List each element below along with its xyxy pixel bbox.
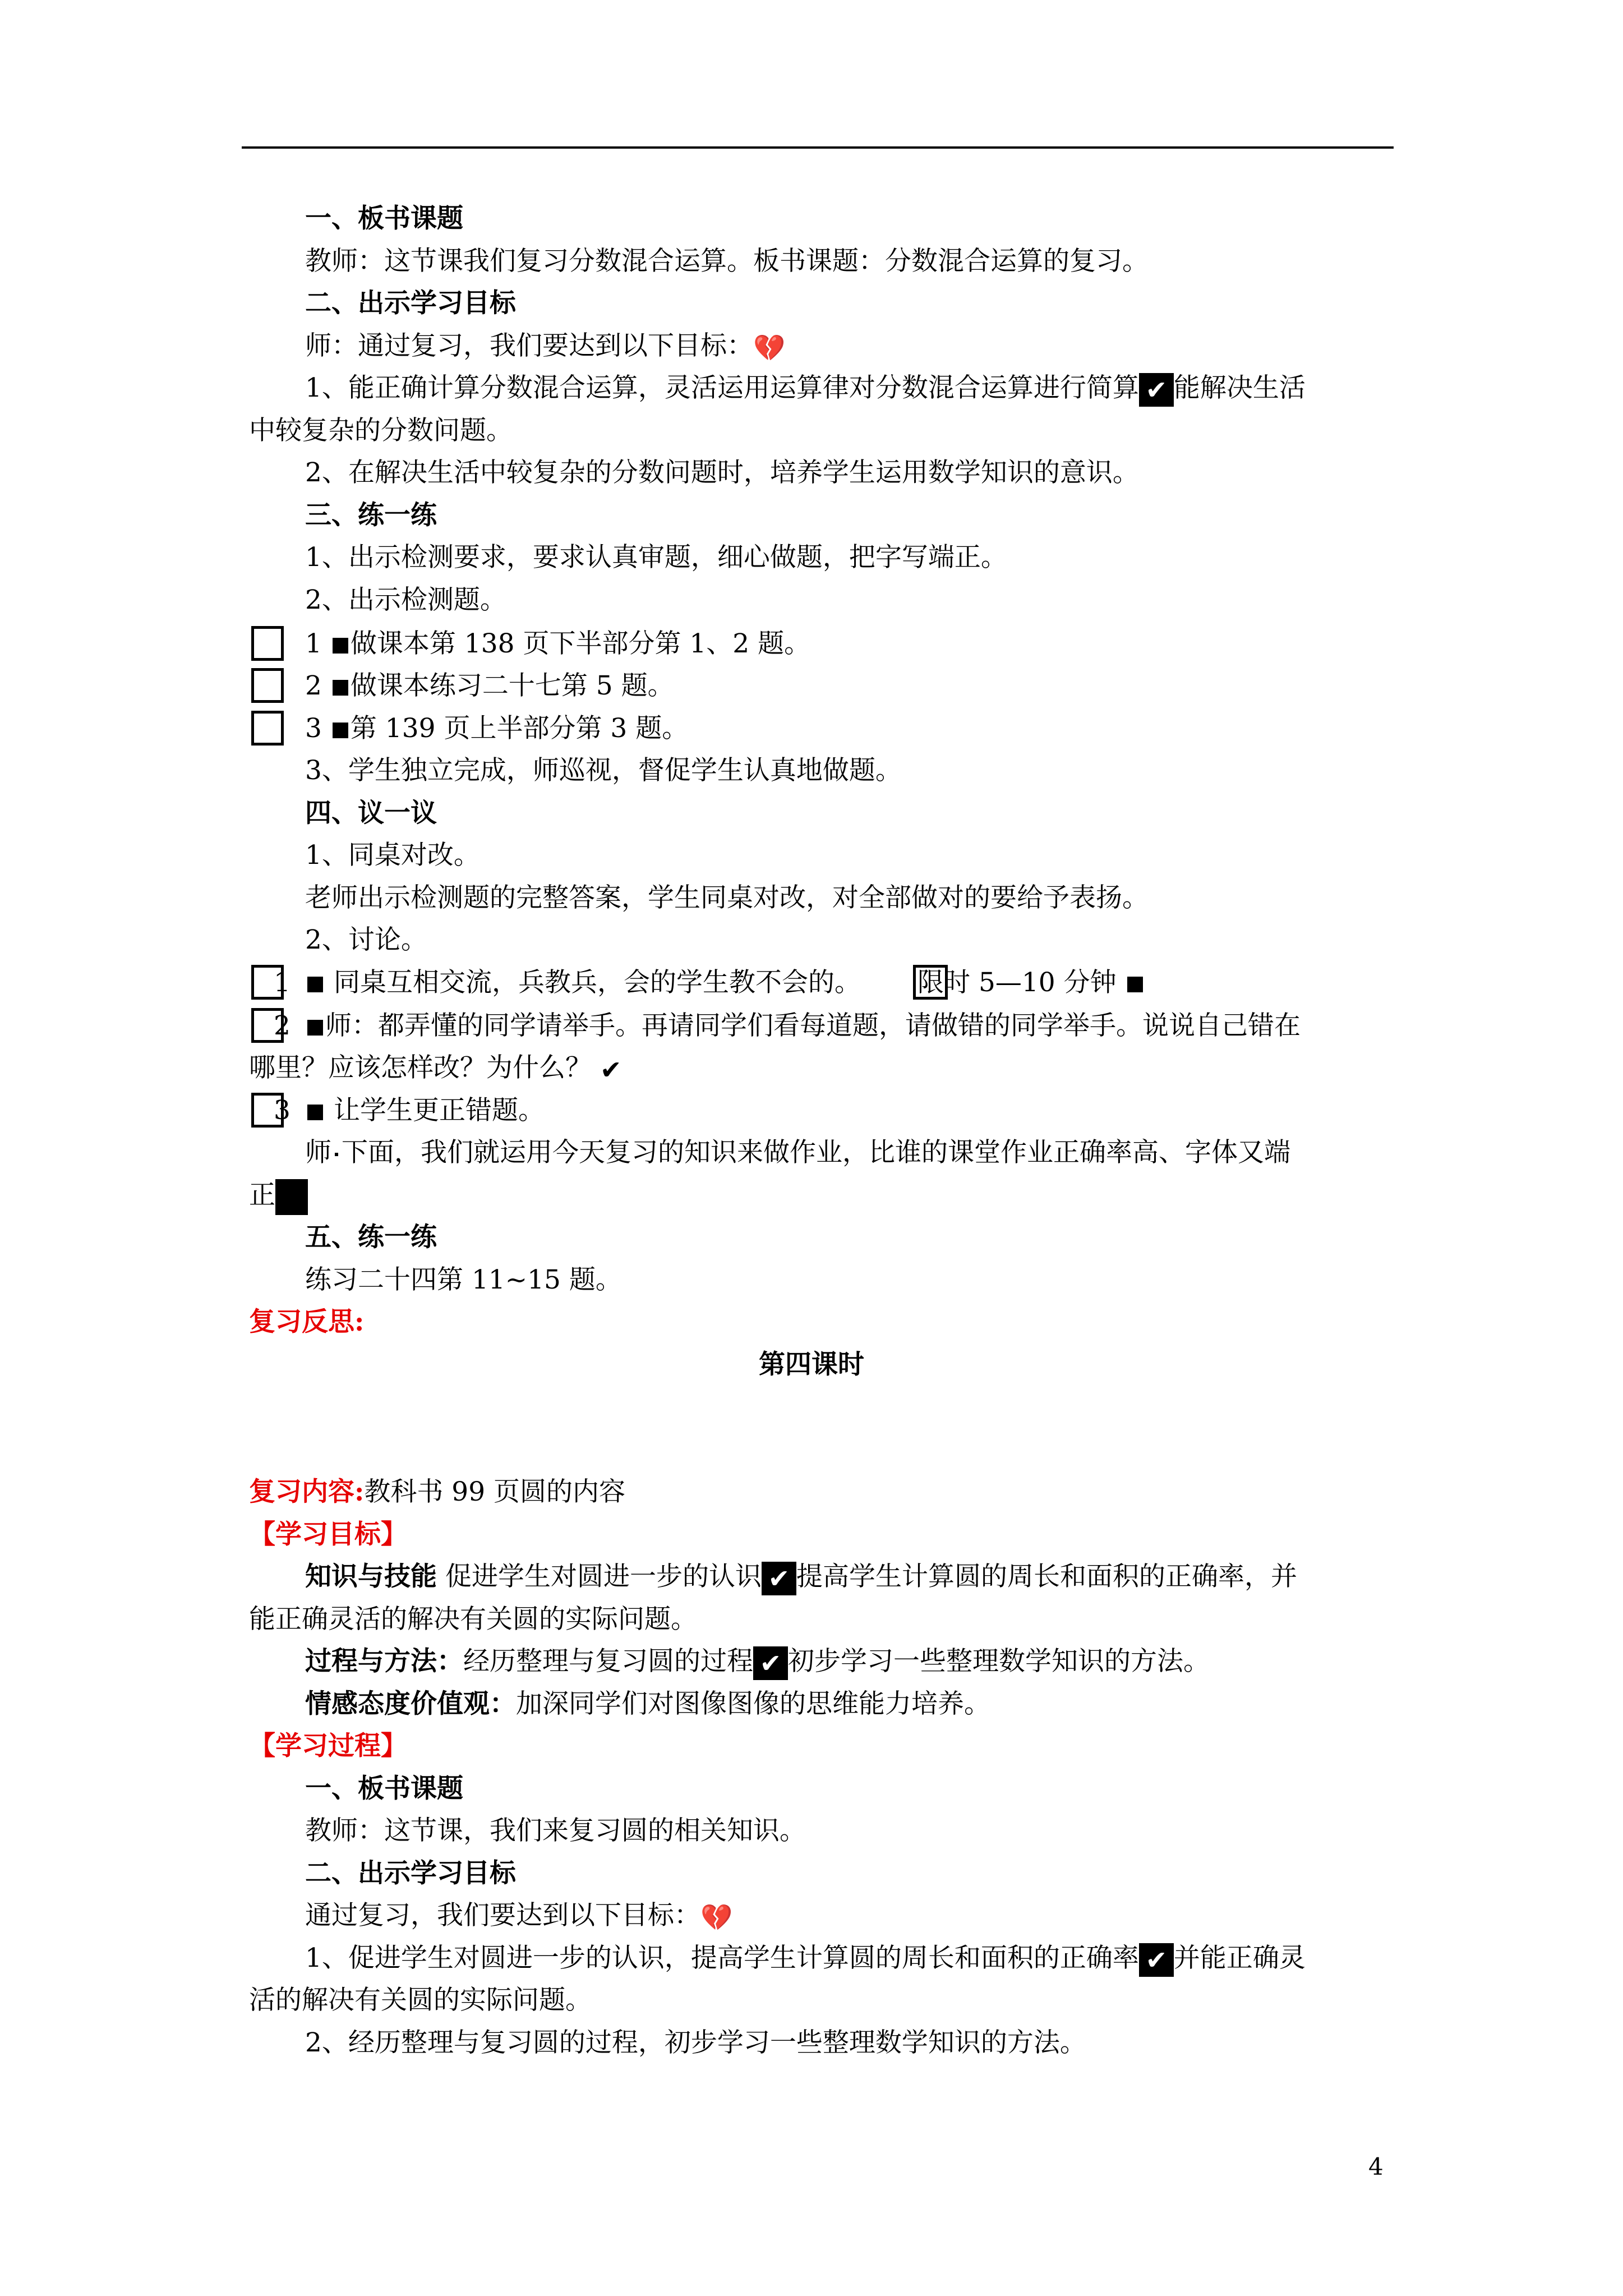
goal-label: 情感态度价值观： xyxy=(305,1688,516,1719)
item-text: 让学生更正错题。 xyxy=(333,1095,545,1126)
paragraph: 1、同桌对改。 xyxy=(305,840,480,871)
check-icon: ✔ xyxy=(762,1562,796,1595)
broken-heart-icon: 💔 xyxy=(753,333,786,363)
lesson-title: 第四课时 xyxy=(759,1349,864,1380)
list-item xyxy=(0,966,861,1000)
paragraph: 2、在解决生活中较复杂的分数问题时，培养学生运用数学知识的意识。 xyxy=(305,457,1139,488)
content-text: 教科书 99 页圆的内容 xyxy=(364,1476,626,1507)
section-title: 五、练一练 xyxy=(305,1222,437,1253)
section-title: 四、议一议 xyxy=(305,798,437,829)
paragraph: 2、经历整理与复习圆的过程，初步学习一些整理数学知识的方法。 xyxy=(305,2027,1086,2058)
process-header: 【学习过程】 xyxy=(249,1731,407,1761)
section-title: 一、板书课题 xyxy=(305,1773,463,1804)
list-item xyxy=(0,627,810,661)
page-number: 4 xyxy=(1368,2153,1384,2180)
black-square-icon xyxy=(1127,977,1143,992)
item-number: 1 xyxy=(274,967,291,998)
paragraph: 2、出示检测题。 xyxy=(305,585,506,615)
paragraph: 老师出示检测题的完整答案，学生同桌对改，对全部做对的要给予表扬。 xyxy=(305,882,1149,913)
check-icon: ✔ xyxy=(753,1646,788,1680)
goal-text: 1、能正确计算分数混合运算，灵活运用运算律对分数混合运算进行简算 xyxy=(305,372,1139,403)
paragraph: 2、讨论。 xyxy=(305,924,427,955)
item-text: 下面，我们就运用今天复习的知识来做作业，比谁的课堂作业正确率高、字体又端 xyxy=(342,1137,1290,1168)
goal-text: 1、促进学生对圆进一步的认识，提高学生计算圆的周长和面积的正确率 xyxy=(305,1943,1139,1973)
paragraph: 练习二十四第 11~15 题。 xyxy=(305,1264,622,1295)
colon-mark xyxy=(335,1153,338,1156)
check-icon: ✔ xyxy=(600,1055,622,1085)
item-number: 1 xyxy=(305,628,322,659)
item-text: 做课本练习二十七第 5 题。 xyxy=(350,670,674,701)
goal-text: 经历整理与复习圆的过程 xyxy=(463,1646,753,1677)
black-block-icon xyxy=(275,1179,308,1215)
black-square-icon xyxy=(307,1020,323,1036)
paragraph: 能正确灵活的解决有关圆的实际问题。 xyxy=(249,1604,697,1635)
list-item xyxy=(0,669,674,703)
item-text: 哪里？应该怎样改？为什么？ xyxy=(249,1052,592,1083)
item-text: 师：都弄懂的同学请举手。再请同学们看每道题，请做错的同学举手。说说自己错在 xyxy=(325,1010,1301,1041)
item-number: 3 xyxy=(274,1095,291,1126)
boxed-text: 限 xyxy=(917,967,944,998)
section-title: 二、出示学习目标 xyxy=(305,1858,516,1889)
paragraph xyxy=(0,1687,990,1721)
item-text: 同桌互相交流，兵教兵，会的学生教不会的。 xyxy=(333,967,861,998)
section-title: 一、板书课题 xyxy=(305,203,463,234)
item-number: 2 xyxy=(274,1010,291,1041)
goal-text: 能解决生活 xyxy=(1173,372,1306,403)
black-square-icon xyxy=(333,638,348,654)
goal-text: 初步学习一些整理数学知识的方法。 xyxy=(788,1646,1210,1677)
paragraph: 教师：这节课，我们来复习圆的相关知识。 xyxy=(305,1815,806,1846)
goal-text: 促进学生对圆进一步的认识 xyxy=(445,1561,762,1592)
paragraph xyxy=(0,1051,622,1087)
goal-label: 过程与方法： xyxy=(305,1646,463,1677)
reflection-label: 复习反思: xyxy=(249,1306,365,1337)
goal-label: 知识与技能 xyxy=(305,1561,437,1592)
goals-header: 【学习目标】 xyxy=(249,1519,407,1550)
paragraph xyxy=(0,1475,625,1509)
paragraph xyxy=(0,1899,732,1934)
broken-heart-icon: 💔 xyxy=(700,1902,733,1932)
section-title: 二、出示学习目标 xyxy=(305,288,516,319)
paragraph: 活的解决有关圆的实际问题。 xyxy=(249,1985,592,2016)
paragraph xyxy=(0,1941,1306,1977)
goal-text: 并能正确灵 xyxy=(1173,1943,1306,1973)
header-rule xyxy=(242,146,1394,149)
intro-text: 师：通过复习，我们要达到以下目标： xyxy=(305,330,753,361)
speaker: 师 xyxy=(305,1137,331,1168)
section-title: 三、练一练 xyxy=(305,500,437,531)
check-icon: ✔ xyxy=(1139,373,1174,407)
black-square-icon xyxy=(307,1105,323,1120)
paragraph xyxy=(0,1560,1297,1595)
black-square-icon xyxy=(333,680,348,696)
item-number: 2 xyxy=(305,670,322,701)
check-icon: ✔ xyxy=(1139,1943,1174,1977)
goal-text: 提高学生计算圆的周长和面积的正确率，并 xyxy=(796,1561,1297,1592)
item-text: 做课本第 138 页下半部分第 1、2 题。 xyxy=(350,628,811,659)
paragraph xyxy=(0,329,785,365)
black-square-icon xyxy=(307,977,323,992)
content-label: 复习内容: xyxy=(249,1476,365,1507)
list-item xyxy=(0,1009,1301,1043)
intro-text: 通过复习，我们要达到以下目标： xyxy=(305,1900,700,1931)
paragraph xyxy=(0,1645,1210,1680)
item-text: 正 xyxy=(249,1180,275,1211)
item-text: 第 139 页上半部分第 3 题。 xyxy=(350,713,689,744)
item-number: 3 xyxy=(305,713,322,744)
goal-text: 加深同学们对图像图像的思维能力培养。 xyxy=(516,1688,990,1719)
paragraph xyxy=(0,1136,1290,1170)
paragraph xyxy=(0,371,1306,407)
paragraph xyxy=(917,966,1145,1000)
item-text: 时 5—10 分钟 xyxy=(944,967,1117,998)
paragraph: 3、学生独立完成，师巡视，督促学生认真地做题。 xyxy=(305,755,902,786)
paragraph: 中较复杂的分数问题。 xyxy=(249,415,513,446)
paragraph: 1、出示检测要求，要求认真审题，细心做题，把字写端正。 xyxy=(305,542,1007,573)
paragraph: 教师：这节课我们复习分数混合运算。板书课题：分数混合运算的复习。 xyxy=(305,246,1149,277)
paragraph xyxy=(0,1179,308,1215)
list-item xyxy=(0,712,688,746)
list-item xyxy=(0,1094,545,1128)
black-square-icon xyxy=(333,723,348,738)
